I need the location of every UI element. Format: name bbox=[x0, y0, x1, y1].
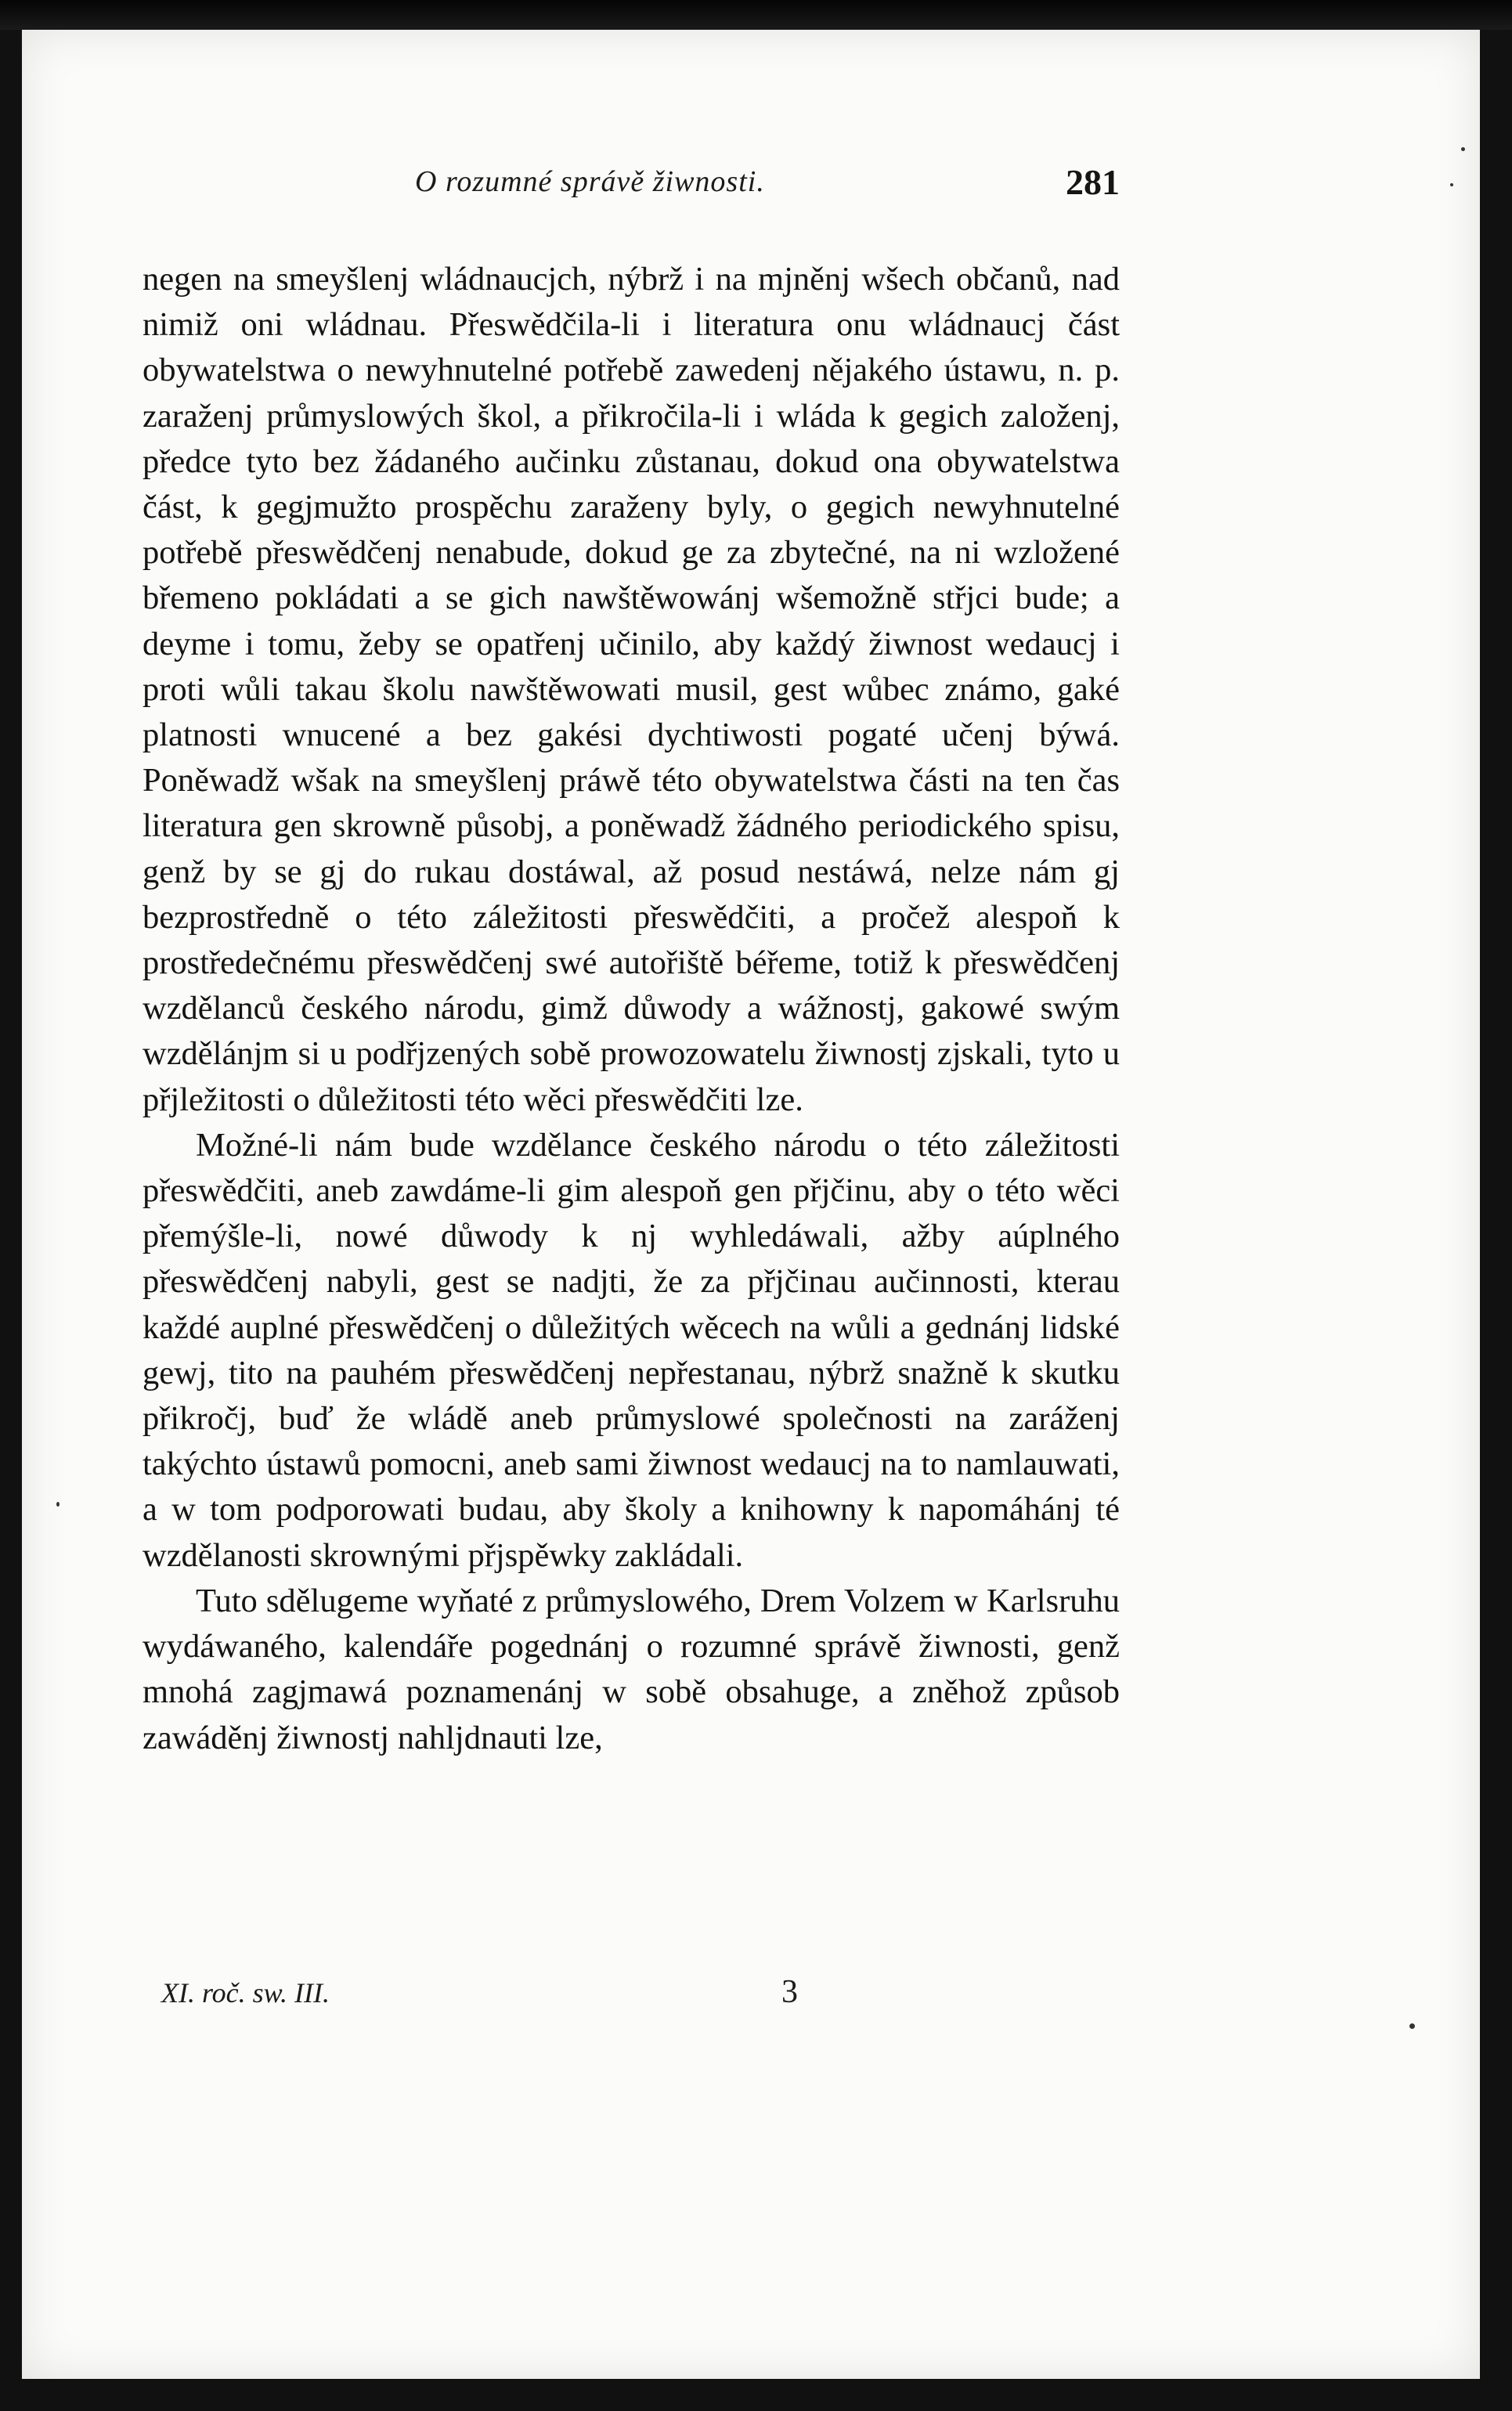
paragraph: Tuto sdělugeme wyňaté z průmyslowého, Drem Volzem w Karlsruhu wydáwaného, kalendáře pogednánj o rozumné správě žiwnosti, genž mnohá zagjmawá poznamenánj w sobě obsahuge, a zněhož způsob zawáděnj žiwnostj nahljdnauti lze, bbox=[143, 1582, 1120, 1756]
paragraph: negen na smeyšlenj wládnaucjch, nýbrž i na mjněnj wšech občanů, nad nimiž oni wládnau. Přeswědčila-li i literatura onu wládnaucj část obywatelstwa o newyhnutelné potřebě zawedenj nějakého ústawu, n. p. zaraženj průmyslowých škol, a přikročila-li i wláda k gegich založenj, předce tyto bez žádaného aučinku zůstanau, dokud ona obywatelstwa část, k gegjmužto prospěchu zaraženy byly, o gegich newyhnutelné potřebě přeswědčenj nenabude, dokud ge za zbytečné, na ni wzložené břemeno pokládati a se gich nawštěwowánj wšemožně střjci bude; a deyme i tomu, žeby se opatřenj učinilo, aby každý žiwnost wedaucj i proti wůli takau školu nawštěwowati musil, gest wůbec známo, gaké platnosti wnucené a bez gakési dychtiwosti pogaté učenj býwá. Poněwadž wšak na smeyšlenj práwě této obywatelstwa části na ten čas literatura gen skrowně působj, a poněwadž žádného periodického spisu, genž by se gj do rukau dostáwal, až posud nestáwá, nelze nám gj bezprostředně o této záležitosti přeswědčiti, a pročež alespoň k prostředečnému přeswědčenj swé autořiště béřeme, totiž k přeswědčenj wzdělanců českého národu, gimž důwody a wážnostj, gakowé swým wzdělánjm si u podřjzených sobě prowozowatelu žiwnostj zjskali, tyto u přjležitosti o důležitosti této wěci přeswědčiti lze. bbox=[143, 261, 1120, 1118]
ink-speck bbox=[56, 1502, 60, 1507]
signature-mark: XI. roč. sw. III. bbox=[161, 1977, 330, 2009]
page-footer bbox=[161, 1976, 1101, 2023]
scan-border bbox=[0, 0, 1512, 30]
ink-speck bbox=[1461, 147, 1465, 151]
running-title: O rozumné správě žiwnosti. bbox=[415, 165, 765, 198]
ink-speck bbox=[1409, 2023, 1415, 2029]
sheet-number: 3 bbox=[781, 1974, 798, 2010]
paragraph: Možné-li nám bude wzdělance českého národu o této záležitosti přeswědčiti, aneb zawdáme-li gim alespoň gen přjčinu, aby o této wěci přemýšle-li, nowé důwody k nj wyhledáwali, ažby aúplného přeswědčenj nabyli, gest se nadjti, že za přjčinau aučinnosti, kterau každé auplné přeswědčenj o důležitých wěcech na wůli a gednánj lidské gewj, tito na pauhém přeswědčenj nepřestanau, nýbrž snažně k skutku přikročj, buď že wládě aneb průmyslowé společnosti na zaráženj takýchto ústawů pomocni, aneb sami žiwnost wedaucj na to namlauwati, a w tom podporowati budau, aby školy a knihowny k napomáhánj té wzdělanosti skrownými přjspěwky zakládali. bbox=[143, 1126, 1120, 1574]
body-text bbox=[143, 257, 1120, 1761]
page-number: 281 bbox=[1066, 162, 1120, 202]
page-header bbox=[415, 164, 1120, 211]
ink-speck bbox=[1450, 183, 1453, 186]
